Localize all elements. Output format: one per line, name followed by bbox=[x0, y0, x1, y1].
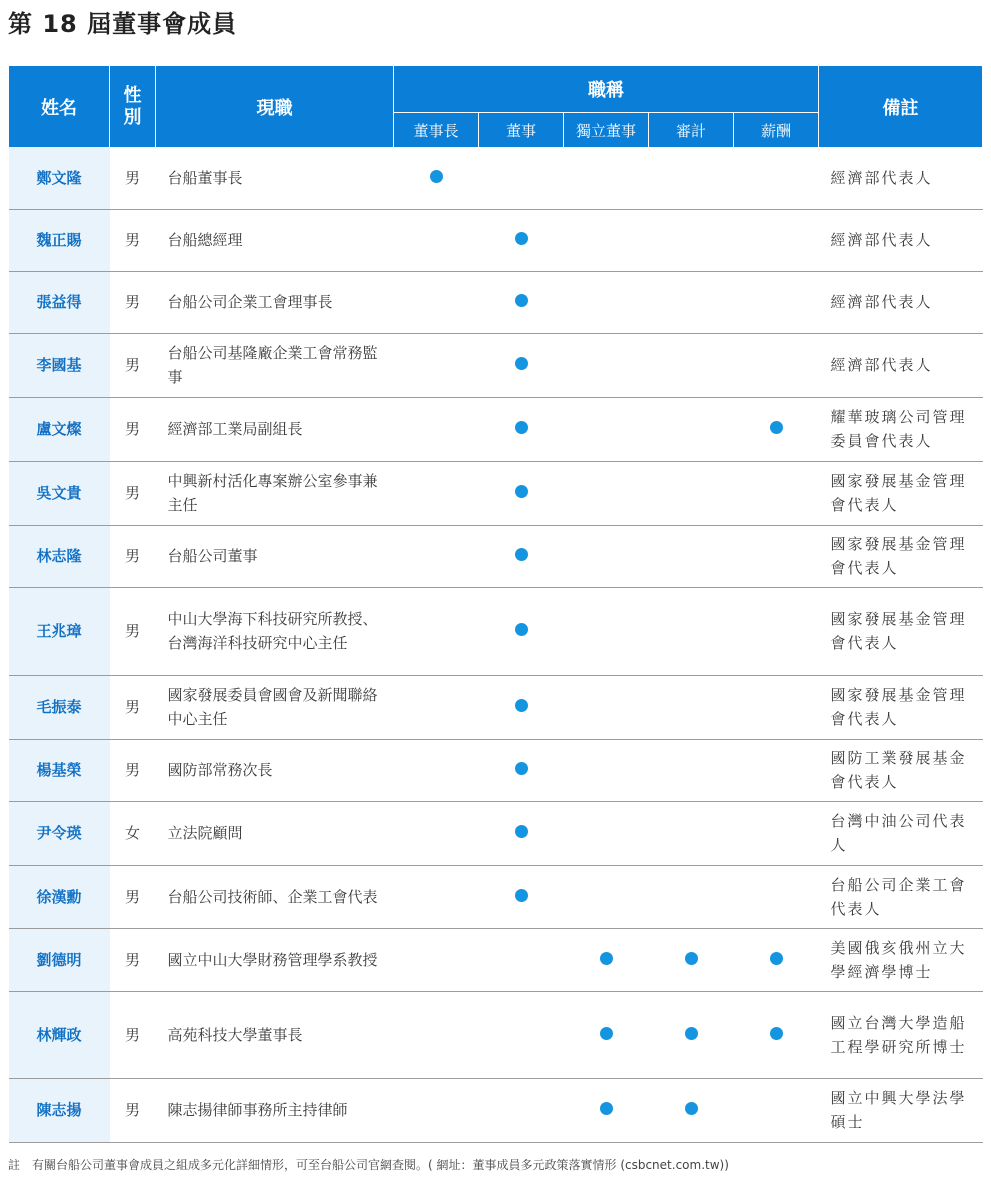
role-cell-director bbox=[479, 147, 564, 209]
role-cell-audit bbox=[649, 928, 734, 991]
member-gender: 男 bbox=[110, 271, 156, 333]
role-cell-independent-director bbox=[564, 928, 649, 991]
member-gender: 男 bbox=[110, 1078, 156, 1142]
role-cell-independent-director bbox=[564, 1078, 649, 1142]
member-position: 台船董事長 bbox=[156, 147, 394, 209]
member-rows bbox=[9, 147, 983, 1142]
header-note: 備註 bbox=[819, 66, 983, 147]
header-roles-group: 職稱 bbox=[394, 66, 819, 113]
member-note: 經濟部代表人 bbox=[819, 147, 983, 209]
role-dot-icon bbox=[685, 1102, 698, 1115]
role-dot-icon bbox=[770, 421, 783, 434]
role-cell-chairman bbox=[394, 1078, 479, 1142]
role-dot-icon bbox=[685, 1027, 698, 1040]
member-position: 立法院顧問 bbox=[156, 801, 394, 865]
role-cell-independent-director bbox=[564, 991, 649, 1078]
role-cell-chairman bbox=[394, 461, 479, 525]
member-position: 台船總經理 bbox=[156, 209, 394, 271]
role-cell-chairman bbox=[394, 675, 479, 739]
role-dot-icon bbox=[600, 952, 613, 965]
role-cell-audit bbox=[649, 525, 734, 587]
role-cell-independent-director bbox=[564, 587, 649, 675]
role-dot-icon bbox=[430, 170, 443, 183]
role-dot-icon bbox=[515, 421, 528, 434]
role-cell-audit bbox=[649, 991, 734, 1078]
role-cell-chairman bbox=[394, 147, 479, 209]
member-name: 李國基 bbox=[9, 333, 110, 397]
member-note: 台灣中油公司代表人 bbox=[819, 801, 983, 865]
member-note: 經濟部代表人 bbox=[819, 271, 983, 333]
role-cell-remuneration bbox=[734, 801, 819, 865]
header-role-director: 董事 bbox=[479, 113, 564, 148]
role-cell-audit bbox=[649, 209, 734, 271]
role-dot-icon bbox=[515, 623, 528, 636]
member-gender: 男 bbox=[110, 333, 156, 397]
footnote: 註 有關台船公司董事會成員之組成多元化詳細情形，可至台船公司官網查閱。( 網址：董事成員多元政策落實情形 (csbcnet.com.tw)) bbox=[8, 1158, 729, 1172]
table-row bbox=[9, 1078, 983, 1142]
role-cell-audit bbox=[649, 587, 734, 675]
member-gender: 男 bbox=[110, 209, 156, 271]
member-position: 台船公司技術師、企業工會代表 bbox=[156, 865, 394, 928]
role-cell-director bbox=[479, 739, 564, 801]
role-dot-icon bbox=[600, 1027, 613, 1040]
role-cell-remuneration bbox=[734, 928, 819, 991]
member-position: 國家發展委員會國會及新聞聯絡中心主任 bbox=[156, 675, 394, 739]
role-cell-remuneration bbox=[734, 397, 819, 461]
role-dot-icon bbox=[515, 232, 528, 245]
role-cell-audit bbox=[649, 333, 734, 397]
table-row bbox=[9, 928, 983, 991]
role-cell-independent-director bbox=[564, 333, 649, 397]
role-cell-independent-director bbox=[564, 525, 649, 587]
member-note: 經濟部代表人 bbox=[819, 209, 983, 271]
role-cell-remuneration bbox=[734, 587, 819, 675]
role-cell-audit bbox=[649, 397, 734, 461]
role-cell-director bbox=[479, 928, 564, 991]
role-cell-director bbox=[479, 1078, 564, 1142]
role-cell-independent-director bbox=[564, 397, 649, 461]
header-role-remuneration: 薪酬 bbox=[734, 113, 819, 148]
member-note: 國防工業發展基金會代表人 bbox=[819, 739, 983, 801]
role-cell-chairman bbox=[394, 587, 479, 675]
member-position: 經濟部工業局副組長 bbox=[156, 397, 394, 461]
header-gender-label: 性 別 bbox=[123, 84, 142, 128]
member-name: 劉德明 bbox=[9, 928, 110, 991]
member-position: 國防部常務次長 bbox=[156, 739, 394, 801]
member-note: 美國俄亥俄州立大學經濟學博士 bbox=[819, 928, 983, 991]
member-position: 中興新村活化專案辦公室參事兼主任 bbox=[156, 461, 394, 525]
member-name: 張益得 bbox=[9, 271, 110, 333]
role-cell-director bbox=[479, 801, 564, 865]
role-cell-audit bbox=[649, 271, 734, 333]
member-gender: 男 bbox=[110, 461, 156, 525]
header-gender bbox=[110, 66, 156, 147]
member-gender: 男 bbox=[110, 587, 156, 675]
role-cell-remuneration bbox=[734, 271, 819, 333]
table-row bbox=[9, 525, 983, 587]
role-cell-audit bbox=[649, 865, 734, 928]
role-cell-chairman bbox=[394, 739, 479, 801]
table-row bbox=[9, 675, 983, 739]
role-cell-chairman bbox=[394, 928, 479, 991]
role-cell-director bbox=[479, 525, 564, 587]
role-cell-remuneration bbox=[734, 739, 819, 801]
header-name: 姓名 bbox=[9, 66, 110, 147]
member-note: 國立中興大學法學碩士 bbox=[819, 1078, 983, 1142]
role-dot-icon bbox=[515, 762, 528, 775]
member-note: 國家發展基金管理會代表人 bbox=[819, 525, 983, 587]
role-cell-remuneration bbox=[734, 675, 819, 739]
member-position: 國立中山大學財務管理學系教授 bbox=[156, 928, 394, 991]
table-row bbox=[9, 739, 983, 801]
role-cell-independent-director bbox=[564, 147, 649, 209]
board-members-table bbox=[8, 66, 983, 1143]
role-cell-director bbox=[479, 675, 564, 739]
role-cell-director bbox=[479, 271, 564, 333]
member-gender: 男 bbox=[110, 928, 156, 991]
role-cell-chairman bbox=[394, 865, 479, 928]
role-cell-independent-director bbox=[564, 675, 649, 739]
role-cell-director bbox=[479, 397, 564, 461]
member-gender: 男 bbox=[110, 991, 156, 1078]
role-cell-chairman bbox=[394, 991, 479, 1078]
member-name: 林輝政 bbox=[9, 991, 110, 1078]
member-position: 台船公司企業工會理事長 bbox=[156, 271, 394, 333]
role-cell-independent-director bbox=[564, 209, 649, 271]
role-dot-icon bbox=[515, 294, 528, 307]
role-cell-chairman bbox=[394, 271, 479, 333]
header-role-audit: 審計 bbox=[649, 113, 734, 148]
table-row bbox=[9, 271, 983, 333]
header-role-independent-director: 獨立董事 bbox=[564, 113, 649, 148]
page-title: 第 18 屆董事會成員 bbox=[8, 10, 238, 38]
member-position: 中山大學海下科技研究所教授、台灣海洋科技研究中心主任 bbox=[156, 587, 394, 675]
role-dot-icon bbox=[515, 357, 528, 370]
member-note: 國家發展基金管理會代表人 bbox=[819, 675, 983, 739]
role-cell-remuneration bbox=[734, 147, 819, 209]
member-gender: 男 bbox=[110, 865, 156, 928]
member-gender: 女 bbox=[110, 801, 156, 865]
member-name: 陳志揚 bbox=[9, 1078, 110, 1142]
role-cell-independent-director bbox=[564, 801, 649, 865]
role-dot-icon bbox=[515, 699, 528, 712]
role-dot-icon bbox=[515, 548, 528, 561]
member-note: 國家發展基金管理會代表人 bbox=[819, 461, 983, 525]
role-cell-remuneration bbox=[734, 461, 819, 525]
role-cell-remuneration bbox=[734, 209, 819, 271]
table-row bbox=[9, 397, 983, 461]
role-cell-director bbox=[479, 461, 564, 525]
table-row bbox=[9, 333, 983, 397]
role-cell-chairman bbox=[394, 397, 479, 461]
member-name: 林志隆 bbox=[9, 525, 110, 587]
role-cell-remuneration bbox=[734, 1078, 819, 1142]
table-row bbox=[9, 991, 983, 1078]
role-dot-icon bbox=[770, 952, 783, 965]
member-name: 鄭文隆 bbox=[9, 147, 110, 209]
role-cell-chairman bbox=[394, 333, 479, 397]
member-note: 國立台灣大學造船工程學研究所博士 bbox=[819, 991, 983, 1078]
role-cell-independent-director bbox=[564, 461, 649, 525]
role-cell-director bbox=[479, 865, 564, 928]
member-note: 台船公司企業工會代表人 bbox=[819, 865, 983, 928]
table-row bbox=[9, 801, 983, 865]
member-note: 國家發展基金管理會代表人 bbox=[819, 587, 983, 675]
header-position: 現職 bbox=[156, 66, 394, 147]
member-note: 經濟部代表人 bbox=[819, 333, 983, 397]
role-cell-chairman bbox=[394, 525, 479, 587]
header-role-chairman: 董事長 bbox=[394, 113, 479, 148]
role-dot-icon bbox=[600, 1102, 613, 1115]
role-dot-icon bbox=[515, 485, 528, 498]
member-name: 魏正賜 bbox=[9, 209, 110, 271]
role-cell-independent-director bbox=[564, 271, 649, 333]
role-cell-director bbox=[479, 333, 564, 397]
member-position: 台船公司董事 bbox=[156, 525, 394, 587]
role-cell-audit bbox=[649, 739, 734, 801]
member-name: 吳文貴 bbox=[9, 461, 110, 525]
member-position: 陳志揚律師事務所主持律師 bbox=[156, 1078, 394, 1142]
role-dot-icon bbox=[515, 889, 528, 902]
member-name: 楊基榮 bbox=[9, 739, 110, 801]
table-row bbox=[9, 587, 983, 675]
role-dot-icon bbox=[685, 952, 698, 965]
member-gender: 男 bbox=[110, 675, 156, 739]
role-cell-independent-director bbox=[564, 739, 649, 801]
member-gender: 男 bbox=[110, 739, 156, 801]
role-cell-remuneration bbox=[734, 525, 819, 587]
member-gender: 男 bbox=[110, 397, 156, 461]
member-gender: 男 bbox=[110, 147, 156, 209]
role-cell-remuneration bbox=[734, 333, 819, 397]
member-name: 徐漢勳 bbox=[9, 865, 110, 928]
role-cell-director bbox=[479, 209, 564, 271]
table-row bbox=[9, 147, 983, 209]
table-row bbox=[9, 209, 983, 271]
member-position: 台船公司基隆廠企業工會常務監事 bbox=[156, 333, 394, 397]
member-note: 耀華玻璃公司管理委員會代表人 bbox=[819, 397, 983, 461]
role-cell-chairman bbox=[394, 801, 479, 865]
member-name: 盧文燦 bbox=[9, 397, 110, 461]
role-dot-icon bbox=[770, 1027, 783, 1040]
member-name: 尹令瑛 bbox=[9, 801, 110, 865]
role-cell-audit bbox=[649, 675, 734, 739]
role-cell-audit bbox=[649, 801, 734, 865]
member-position: 高苑科技大學董事長 bbox=[156, 991, 394, 1078]
member-name: 王兆璋 bbox=[9, 587, 110, 675]
role-cell-audit bbox=[649, 147, 734, 209]
role-cell-chairman bbox=[394, 209, 479, 271]
member-name: 毛振泰 bbox=[9, 675, 110, 739]
role-cell-audit bbox=[649, 1078, 734, 1142]
role-cell-remuneration bbox=[734, 865, 819, 928]
role-dot-icon bbox=[515, 825, 528, 838]
role-cell-director bbox=[479, 587, 564, 675]
member-gender: 男 bbox=[110, 525, 156, 587]
table-row bbox=[9, 865, 983, 928]
table-row bbox=[9, 461, 983, 525]
role-cell-audit bbox=[649, 461, 734, 525]
role-cell-director bbox=[479, 991, 564, 1078]
role-cell-remuneration bbox=[734, 991, 819, 1078]
role-cell-independent-director bbox=[564, 865, 649, 928]
